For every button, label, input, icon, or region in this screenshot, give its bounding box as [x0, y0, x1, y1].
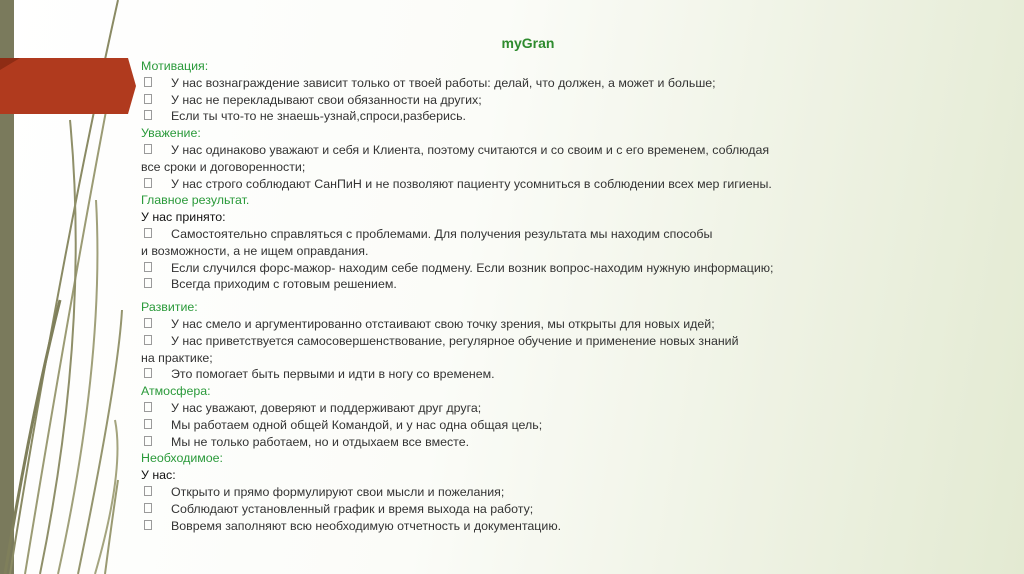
checkbox-bullet-icon — [144, 110, 152, 120]
checkbox-bullet-icon — [144, 335, 152, 345]
list-item — [141, 366, 961, 383]
list-item-text: Мы работаем одной общей Командой, и у нас одна общая цель; — [171, 417, 543, 432]
checkbox-bullet-icon — [144, 520, 152, 530]
checkbox-bullet-icon — [144, 278, 152, 288]
checkbox-bullet-icon — [144, 144, 152, 154]
checkbox-bullet-icon — [144, 419, 152, 429]
list-item-text: Мы не только работаем, но и отдыхаем все вместе. — [171, 434, 470, 449]
list-item-text: У нас строго соблюдают СанПиН и не позволяют пациенту усомниться в соблюдении всех мер гигиены. — [171, 176, 772, 191]
list-item — [141, 176, 961, 193]
list-item-text: У нас вознаграждение зависит только от твоей работы: делай, что должен, а может и больше; — [171, 75, 716, 90]
checkbox-bullet-icon — [144, 368, 152, 378]
list-item — [141, 226, 961, 243]
checkbox-bullet-icon — [144, 77, 152, 87]
section-heading: Главное результат. — [141, 193, 250, 208]
list-item — [141, 260, 961, 277]
list-item — [141, 92, 961, 109]
section-heading: Мотивация: — [141, 59, 209, 73]
section-heading: Атмосфера: — [141, 384, 211, 399]
list-item-text: У нас приветствуется самосовершенствование, регулярное обучение и применение новых знаний — [171, 333, 739, 348]
section-heading: Необходимое: — [141, 451, 223, 466]
list-item — [141, 434, 961, 451]
checkbox-bullet-icon — [144, 178, 152, 188]
list-item — [141, 518, 961, 535]
list-item-text: Соблюдают установленный график и время выхода на работу; — [171, 501, 534, 516]
content-body — [141, 58, 961, 534]
red-ribbon — [0, 0, 140, 574]
section-heading: Развитие: — [141, 300, 198, 315]
list-item — [141, 142, 961, 159]
list-item — [141, 484, 961, 501]
list-item-text: Если ты что-то не знаешь-узнай,спроси,разберись. — [171, 109, 466, 124]
checkbox-bullet-icon — [144, 503, 152, 513]
checkbox-bullet-icon — [144, 94, 152, 104]
list-item-continuation: на практике; — [141, 350, 213, 365]
list-item — [141, 501, 961, 518]
list-item — [141, 417, 961, 434]
section-heading: Уважение: — [141, 126, 201, 141]
list-item — [141, 333, 961, 350]
checkbox-bullet-icon — [144, 436, 152, 446]
list-item-text: Это помогает быть первыми и идти в ногу со временем. — [171, 367, 495, 382]
checkbox-bullet-icon — [144, 262, 152, 272]
section-subheading: У нас принято: — [141, 210, 226, 225]
list-item — [141, 108, 961, 125]
checkbox-bullet-icon — [144, 318, 152, 328]
list-item-text: У нас уважают, доверяют и поддерживают друг друга; — [171, 400, 482, 415]
checkbox-bullet-icon — [144, 486, 152, 496]
list-item-text: Самостоятельно справляться с проблемами. Для получения результата мы находим способы — [171, 226, 713, 241]
list-item — [141, 316, 961, 333]
section-subheading: У нас: — [141, 468, 176, 483]
list-item-text: Если случился форс-мажор- находим себе подмену. Если возник вопрос-находим нужную информацию; — [171, 260, 774, 275]
list-item — [141, 75, 961, 92]
list-item-text: У нас одинаково уважают и себя и Клиента, поэтому считаются и со своим и с его временем, соблюдая — [171, 142, 770, 157]
checkbox-bullet-icon — [144, 228, 152, 238]
list-item-text: Вовремя заполняют всю необходимую отчетность и документацию. — [171, 518, 562, 533]
list-item-text: Открыто и прямо формулируют свои мысли и пожелания; — [171, 484, 505, 499]
list-item-text: У нас смело и аргументированно отстаивают свою точку зрения, мы открыты для новых идей; — [171, 316, 715, 331]
list-item — [141, 400, 961, 417]
list-item-text: Всегда приходим с готовым решением. — [171, 277, 397, 292]
list-item-text: У нас не перекладывают свои обязанности на других; — [171, 92, 482, 107]
page-title: myGran — [501, 35, 555, 51]
list-item — [141, 276, 961, 293]
list-item-continuation: все сроки и договоренности; — [141, 159, 306, 174]
checkbox-bullet-icon — [144, 402, 152, 412]
list-item-continuation: и возможности, а не ищем оправдания. — [141, 243, 369, 258]
